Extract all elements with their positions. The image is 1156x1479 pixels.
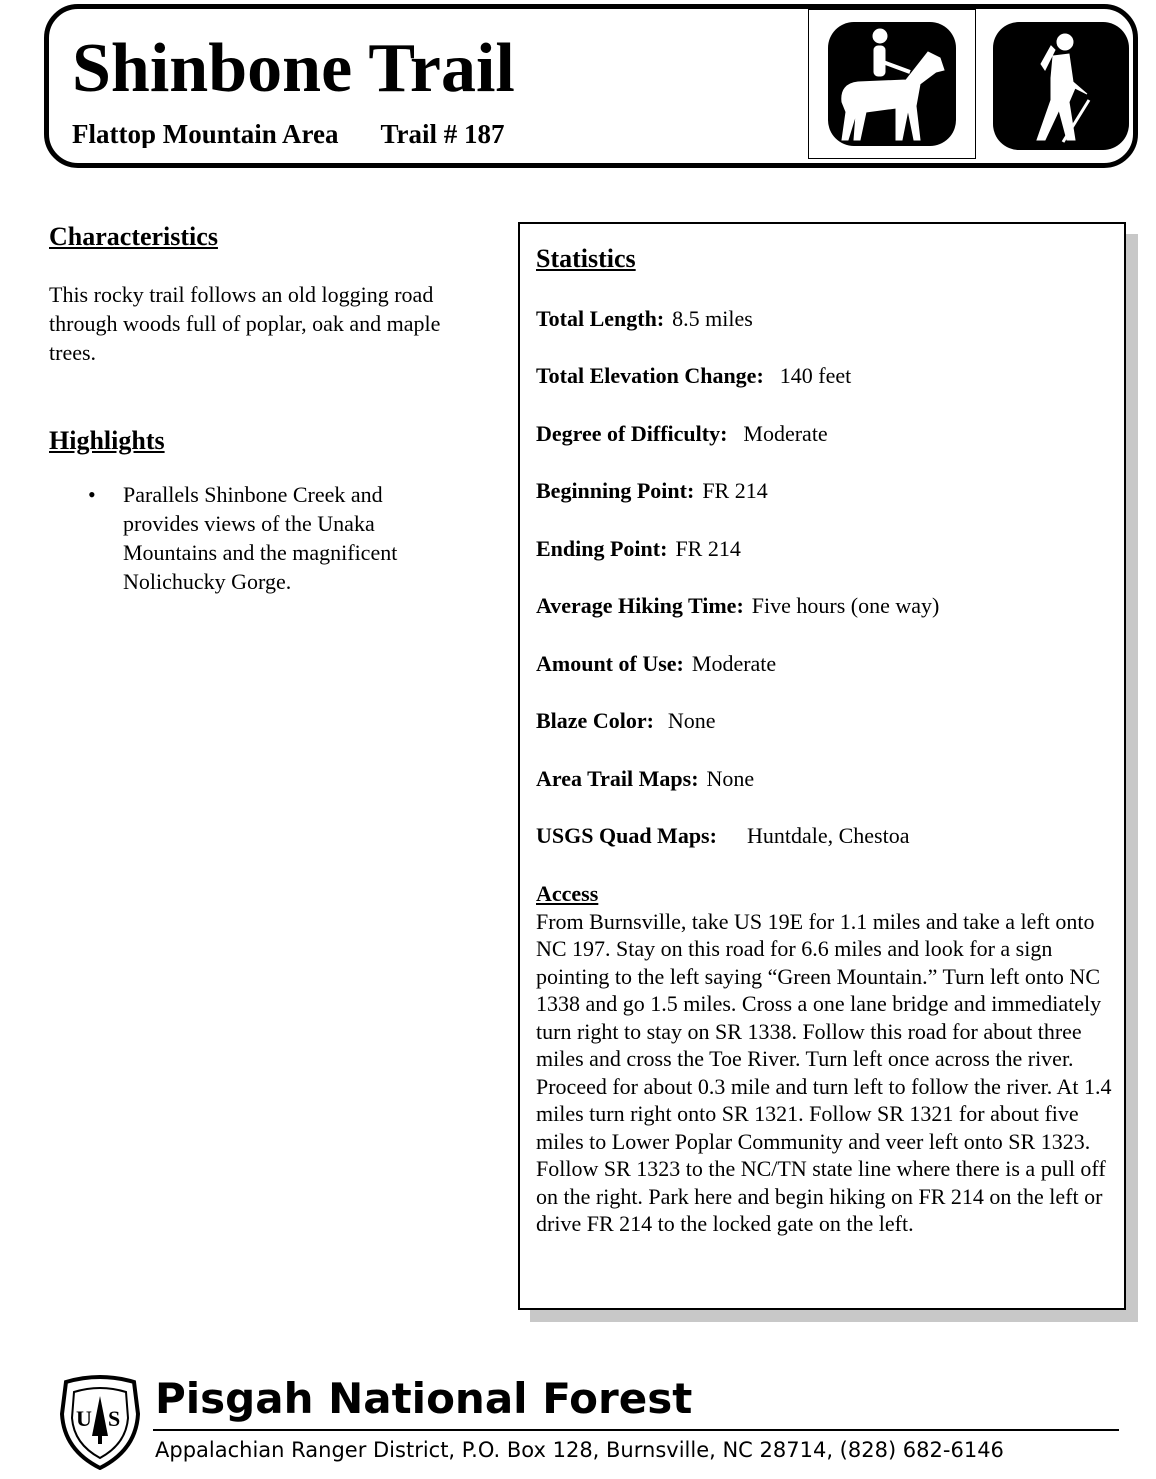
stat-label: Area Trail Maps: — [536, 766, 699, 791]
page-title: Shinbone Trail — [72, 30, 515, 107]
access-text: From Burnsville, take US 19E for 1.1 miles and take a left onto NC 197. Stay on this road for 6.6 miles and look for a sign pointing to the left saying “Green Mountain.” Turn left onto NC 1338 and go 1.5 miles. Cross a one lane bridge and immediately turn right to stay on SR 1338. Follow this road for about three miles and cross the Toe River. Turn left once across the river. Proceed for about 0.3 mile and turn left to follow the river. At 1.4 miles turn right onto SR 1321. Follow SR 1321 for about five miles to Lower Poplar Community and veer left onto SR 1323. Follow SR 1323 to the NC/TN state line where there is a pull off on the right. Park here and begin hiking on FR 214 on the left or drive FR 214 to the locked gate on the left. — [536, 908, 1112, 1236]
stat-label: Average Hiking Time: — [536, 593, 744, 618]
stat-value: 140 feet — [779, 363, 852, 388]
footer-divider — [153, 1429, 1119, 1431]
stat-difficulty — [536, 421, 828, 447]
footer-address: Appalachian Ranger District, P.O. Box 128, Burnsville, NC 28714, (828) 682-6146 — [155, 1438, 1004, 1462]
characteristics-heading: Characteristics — [49, 222, 218, 251]
stat-label: Blaze Color: — [536, 708, 654, 733]
stat-value: 8.5 miles — [672, 306, 753, 331]
stat-value: None — [706, 766, 755, 791]
trail-number: Trail # 187 — [380, 120, 505, 148]
stat-label: USGS Quad Maps: — [536, 823, 717, 848]
stat-amount-of-use — [536, 651, 776, 677]
stat-usgs-quad-maps — [536, 823, 909, 849]
stat-beginning-point — [536, 478, 768, 504]
stat-label: Total Length: — [536, 306, 665, 331]
stat-value: Five hours (one way) — [751, 593, 940, 618]
access-section — [536, 880, 1116, 1238]
statistics-box — [518, 222, 1126, 1310]
stat-value: FR 214 — [702, 478, 768, 503]
stat-ending-point — [536, 536, 741, 562]
stat-elevation-change — [536, 363, 851, 389]
access-heading: Access — [536, 881, 599, 906]
highlight-item: Parallels Shinbone Creek and provides views of the Unaka Mountains and the magnificent Nolichucky Gorge. — [123, 482, 398, 594]
usfs-shield-logo — [58, 1374, 142, 1470]
stat-label: Degree of Difficulty: — [536, 421, 728, 446]
stat-label: Amount of Use: — [536, 651, 684, 676]
stat-blaze-color — [536, 708, 716, 734]
stat-label: Beginning Point: — [536, 478, 695, 503]
hiking-icon — [993, 22, 1129, 150]
area-name: Flattop Mountain Area — [72, 120, 339, 148]
stat-label: Total Elevation Change: — [536, 363, 764, 388]
highlight-bullet: • — [88, 482, 96, 507]
subtitle — [72, 120, 547, 148]
stat-area-trail-maps — [536, 766, 754, 792]
horseback-riding-icon — [828, 22, 956, 146]
statistics-heading: Statistics — [536, 244, 636, 273]
stat-label: Ending Point: — [536, 536, 668, 561]
stat-value: Moderate — [743, 421, 828, 446]
stat-value: Moderate — [691, 651, 777, 676]
svg-text:S: S — [108, 1406, 121, 1431]
stat-value: Huntdale, Chestoa — [746, 823, 910, 848]
stat-value: FR 214 — [675, 536, 741, 561]
footer-title: Pisgah National Forest — [155, 1374, 693, 1423]
characteristics-text: This rocky trail follows an old logging road through woods full of poplar, oak and maple trees. — [49, 282, 441, 365]
svg-text:U: U — [76, 1406, 92, 1431]
highlights-heading: Highlights — [49, 426, 165, 455]
stat-value: None — [667, 708, 716, 733]
stat-total-length — [536, 306, 753, 332]
stat-hiking-time — [536, 593, 939, 619]
